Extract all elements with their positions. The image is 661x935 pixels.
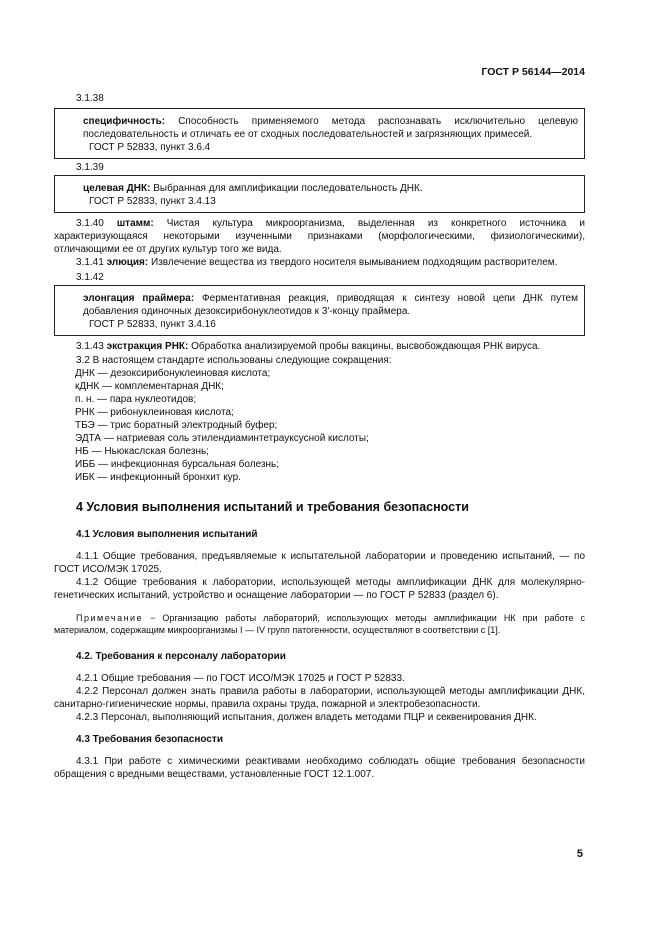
document-header: ГОСТ Р 56144—2014 bbox=[481, 66, 585, 78]
definition-reference: ГОСТ Р 52833, пункт 3.4.13 bbox=[89, 196, 216, 207]
paragraph-4-1-1: 4.1.1 Общие требования, предъявляемые к испытательной лаборатории и проведению испытаний, — по ГОСТ ИСО/МЭК 17025. bbox=[54, 551, 585, 575]
definition-term: экстракция РНК: bbox=[106, 341, 189, 352]
definition-reference: ГОСТ Р 52833, пункт 3.4.16 bbox=[89, 319, 216, 330]
entry-number: 3.1.40 bbox=[76, 218, 117, 229]
paragraph-4-2-3: 4.2.3 Персонал, выполняющий испытания, должен владеть методами ПЦР и секвенирования ДНК. bbox=[76, 712, 537, 723]
abbreviation-item: п. н. — пара нуклеотидов; bbox=[75, 394, 197, 405]
definition-text bbox=[83, 182, 578, 195]
definition-reference: ГОСТ Р 52833, пункт 3.6.4 bbox=[89, 142, 211, 153]
definition-box bbox=[54, 175, 585, 213]
abbreviations-intro: 3.2 В настоящем стандарте использованы следующие сокращения: bbox=[76, 355, 392, 366]
note-text: − Организацию работы лабораторий, использующих методы амплификации НК при работе с материалом, содержащим микроорганизмы I — IV групп патогенности, осуществляют в соответствии с [1]. bbox=[54, 613, 585, 635]
definition-text bbox=[83, 292, 578, 318]
definition-term: штамм: bbox=[116, 218, 154, 229]
entry-number: 3.1.39 bbox=[76, 162, 104, 173]
note-label: Примечание bbox=[76, 613, 144, 623]
entry-number: 3.1.43 bbox=[76, 341, 107, 352]
definition-term: элонгация праймера: bbox=[83, 293, 195, 304]
entry-number: 3.1.42 bbox=[76, 272, 104, 283]
definition-paragraph bbox=[54, 217, 585, 256]
subsection-heading: 4.3 Требования безопасности bbox=[76, 734, 223, 745]
definition-body: Ферментативная реакция, приводящая к синтезу новой цепи ДНК путем добавления одиночных дезоксирибонуклеотидов к 3'-концу праймера. bbox=[83, 293, 578, 317]
subsection-heading: 4.1 Условия выполнения испытаний bbox=[76, 529, 258, 540]
note bbox=[54, 612, 585, 636]
definition-box bbox=[54, 285, 585, 336]
section-heading: 4 Условия выполнения испытаний и требования безопасности bbox=[76, 500, 469, 514]
definition-body: Извлечение вещества из твердого носителя вымыванием подходящим растворителем. bbox=[148, 257, 558, 268]
definition-term: элюция: bbox=[106, 257, 149, 268]
abbreviation-item: ИББ — инфекционная бурсальная болезнь; bbox=[75, 459, 279, 470]
subsection-heading: 4.2. Требования к персоналу лаборатории bbox=[76, 651, 286, 662]
abbreviation-item: ДНК — дезоксирибонуклеиновая кислота; bbox=[75, 368, 271, 379]
abbreviation-item: НБ — Ньюкаслская болезнь; bbox=[75, 446, 209, 457]
definition-term: специфичность: bbox=[83, 116, 166, 127]
abbreviation-item: кДНК — комплементарная ДНК; bbox=[75, 381, 224, 392]
definition-body: Выбранная для амплификации последовательность ДНК. bbox=[150, 183, 423, 194]
definition-box bbox=[54, 108, 585, 159]
abbreviation-item: ТБЭ — трис боратный электродный буфер; bbox=[75, 420, 278, 431]
paragraph-4-1-2: 4.1.2 Общие требования к лаборатории, использующей методы амплификации ДНК для молекулярно-генетических испытаний, устройство и оснащение лаборатории — по ГОСТ Р 52833 (раздел 6). bbox=[54, 577, 585, 601]
paragraph-4-3-1: 4.3.1 При работе с химическими реактивами необходимо соблюдать общие требования безопасности обращения с вредными веществами, установленные ГОСТ 12.1.007. bbox=[54, 756, 585, 780]
page-number: 5 bbox=[576, 848, 583, 860]
definition-body: Обработка анализируемой пробы вакцины, высвобождающая РНК вируса. bbox=[188, 341, 541, 352]
definition-paragraph bbox=[54, 340, 585, 353]
abbreviation-item: ЭДТА — натриевая соль этилендиаминтетрауксусной кислоты; bbox=[75, 433, 369, 444]
abbreviations-list bbox=[75, 367, 585, 484]
abbreviation-item: ИБК — инфекционный бронхит кур. bbox=[75, 472, 241, 483]
definition-term: целевая ДНК: bbox=[83, 183, 151, 194]
definition-body: Чистая культура микроорганизма, выделенная из конкретного источника и характеризующаяся некоторыми изученными признаками (морфологическими, физиологическими), отличающими ее от других культур того же вида. bbox=[54, 218, 585, 255]
abbreviation-item: РНК — рибонуклеиновая кислота; bbox=[75, 407, 234, 418]
entry-number: 3.1.38 bbox=[76, 93, 104, 104]
definition-body: Способность применяемого метода распознавать исключительно целевую последовательность и отличать ее от сходных последовательностей и загрязняющих примесей. bbox=[83, 116, 578, 140]
entry-number: 3.1.41 bbox=[76, 257, 107, 268]
definition-paragraph bbox=[54, 256, 585, 269]
document-body bbox=[54, 92, 585, 781]
paragraph-4-2-2: 4.2.2 Персонал должен знать правила работы в лаборатории, использующей методы амплификации ДНК, санитарно-гигиенические нормы, правила охраны труда, пожарной и электробезопасности. bbox=[54, 686, 585, 710]
definition-text bbox=[83, 115, 578, 141]
paragraph-4-2-1: 4.2.1 Общие требования — по ГОСТ ИСО/МЭК 17025 и ГОСТ Р 52833. bbox=[76, 673, 405, 684]
